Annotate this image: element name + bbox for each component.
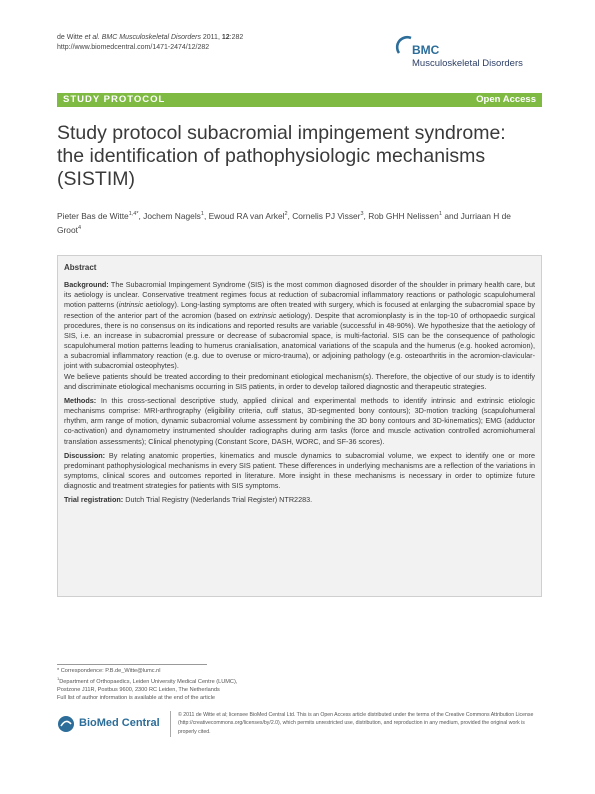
author-name: Ewoud RA van Arkel xyxy=(208,210,285,221)
background-text-4: We believe patients should be treated according to their predominant etiological mechanism(s). Therefore, the objective of our study is to identify and discriminate etiological mechanisms occurring in SIS patients, in order to develop tailored diagnostic and therapeutic strategies. xyxy=(64,371,535,391)
author-affiliation: 2 xyxy=(284,211,288,217)
affiliation-1-number: 1 xyxy=(57,676,60,681)
author-list: Pieter Bas de Witte$^{1,4*}$, Jochem Nagels$^1$, Ewoud RA van Arkel$^2$, Cornelis PJ Visser$^3$, Rob GHH Nelissen$^1$ and Jurriaan H de Groot$^4$ xyxy=(57,210,511,235)
background-text-2: aetiology). Long-lasting symptoms are often treated with surgery, which is focused at enlarging the subacromial space by resection of the anterior part of the acromion (based on xyxy=(64,300,535,320)
author-affiliation: 1 xyxy=(200,211,204,217)
affiliation-1-address: Postzone J11R, Postbus 9600, 2300 RC Leiden, The Netherlands xyxy=(57,686,220,693)
abstract-heading: Abstract xyxy=(64,263,97,272)
citation-author: de Witte xyxy=(57,34,85,41)
methods-label: Methods: xyxy=(64,395,97,405)
citation-year: 2011, xyxy=(200,34,222,41)
author-name: Rob GHH Nelissen xyxy=(368,210,439,221)
article-title: Study protocol subacromial impingement syndrome: the identification of pathophysiologic mechanisms (SISTIM) xyxy=(57,122,506,190)
author-name: Jochem Nagels xyxy=(143,210,201,221)
journal-name: Musculoskeletal Disorders xyxy=(412,58,523,69)
affiliation-1-text: Department of Orthopaedics, Leiden University Medical Centre (LUMC), xyxy=(59,678,238,685)
full-author-info-note: Full list of author information is available at the end of the article xyxy=(57,694,215,701)
abstract-background xyxy=(64,280,535,392)
trial-label: Trial registration: xyxy=(64,495,124,505)
citation-journal: et al. BMC Musculoskeletal Disorders xyxy=(84,34,201,41)
abstract-methods xyxy=(64,396,535,447)
author-affiliation: 4 xyxy=(77,224,82,231)
trial-text: Dutch Trial Registry (Nederlands Trial Register) NTR2283. xyxy=(123,495,313,505)
background-label: Background: xyxy=(64,280,109,290)
abstract-discussion xyxy=(64,451,535,492)
article-type: STUDY PROTOCOL xyxy=(63,94,166,105)
author-name: Jurriaan H de Groot xyxy=(57,210,511,235)
methods-text: In this cross-sectional descriptive study, applied clinical and experimental methods to identify intrinsic and extrinsic etiologic mechanisms comprise: MRI-arthrography (eligibility criteria, cuff status, 3D-segmented bony contours); 3D-motion tracking (scapulohumeral rhythm, arm range of motion, dynamic subacromial volume assessment by combining the 3D bony contours and 3D-kinematics); EMG (adductor co-activation) and dynamometry instrumented shoulder radiographs during arm tasks (force and muscle activation controlled acromiohumeral translation assessments); Clinical phenotyping (Constant Score, DASH, WORC, and SF-36 scores). xyxy=(64,395,535,446)
discussion-label: Discussion: xyxy=(64,450,106,460)
abstract-box xyxy=(57,255,542,597)
abstract-trial-registration xyxy=(64,495,535,505)
citation-pages: :282 xyxy=(229,34,244,41)
journal-logo xyxy=(395,33,545,83)
article-url[interactable]: http://www.biomedcentral.com/1471-2474/12/282 xyxy=(57,44,210,51)
background-text-3: aetiology). Despite that acromionplasty is in the top-10 of orthopaedic surgical procedures, there is no consensus on its indications and reported results are variable (successful in 48-90%). We hypothesize that the aetiology of SIS, i.e. an increase in subacromial pressure or decrease of subacromial space, is multi-factorial. SIS can be the consequence of pathologic scapulohumeral motion patterns leading to humerus cranialisation, anatomical variations of the scapula and the humerus (e.g. hooked acromion), a subacromial inflammatory reaction (e.g. due to overuse or micro-trauma), or adjoining pathology (e.g. osteoarthritis in the acromion-clavicular-joint with subacromial osteophytes). xyxy=(64,310,535,371)
footnotes xyxy=(57,667,357,702)
author-affiliation: 3 xyxy=(360,211,364,217)
background-intrinsic: intrinsic xyxy=(118,300,144,310)
publisher-logo xyxy=(57,715,177,737)
article-type-banner xyxy=(57,93,542,107)
citation xyxy=(57,33,243,53)
biomed-central-swirl-icon xyxy=(57,715,75,733)
background-extrinsic: extrinsic xyxy=(249,310,277,320)
affiliation-1 xyxy=(57,675,357,686)
background-text: The Subacromial Impingement Syndrome (SIS) is the most common diagnosed disorder of the shoulder in primary health care, but its aetiology is unclear. Conservative treatment regimes focus at reduction of subacromial inflammatory reactions or pathologic scapulohumeral motion patterns ( xyxy=(64,280,535,310)
author-name: Pieter Bas de Witte xyxy=(57,210,129,221)
author-name: Cornelis PJ Visser xyxy=(292,210,361,221)
citation-line xyxy=(57,33,243,43)
author-affiliation: 1,4* xyxy=(128,211,139,217)
discussion-text: By relating anatomic properties, kinematics and muscle dynamics to subacromial volume, we expect to identify one or more predominant pathophysiological mechanisms in every SIS patient. These differences in underlying mechanisms are a reflection of the variations in symptoms, clinical scores and outcomes reported in literature. More insight in these mechanisms is necessary in order to optimize future diagnostic and treatment strategies for patients with SIS symptoms. xyxy=(64,450,535,491)
correspondence: * Correspondence: P.B.de_Witte@lumc.nl xyxy=(57,668,161,674)
journal-brand: BMC xyxy=(412,43,440,57)
footnote-divider xyxy=(57,664,207,665)
license-divider xyxy=(170,711,171,737)
citation-volume: 12 xyxy=(221,34,230,41)
open-access-label: Open Access xyxy=(476,94,536,105)
author-affiliation: 1 xyxy=(438,211,442,217)
publisher-name: BioMed Central xyxy=(79,717,160,729)
license-text: © 2011 de Witte et al; licensee BioMed Central Ltd. This is an Open Access article distributed under the terms of the Creative Commons Attribution License (http://creativecommons.org/licenses/by/2.0), which permits unrestricted use, distribution, and reproduction in any medium, provided the original work is properly cited. xyxy=(178,712,534,735)
